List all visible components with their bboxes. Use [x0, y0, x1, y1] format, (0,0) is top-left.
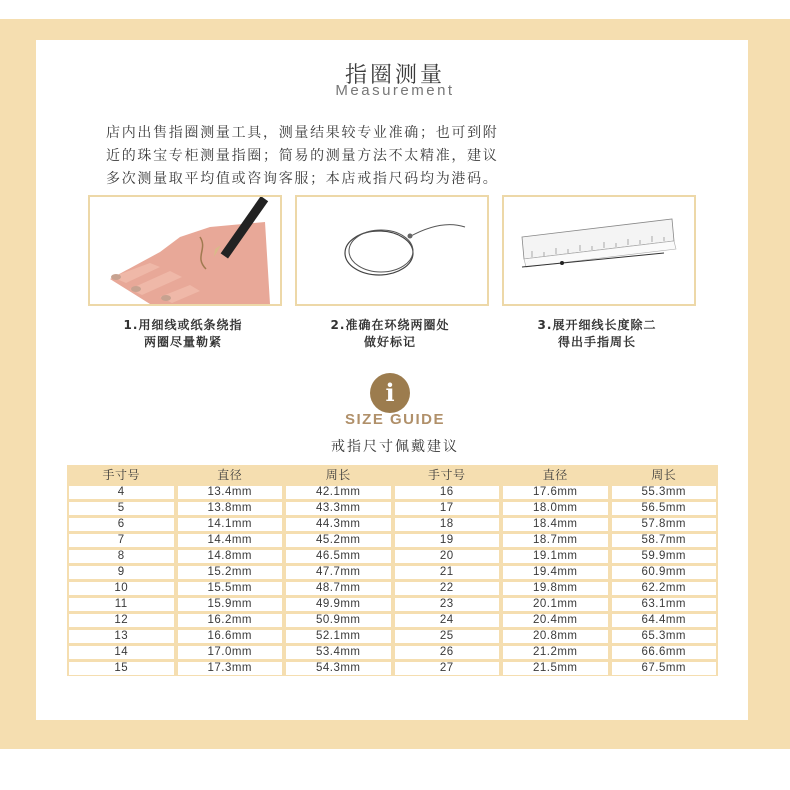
- intro-line: 近的珠宝专柜测量指圈；简易的测量方法不太精准，建议: [106, 148, 499, 164]
- table-cell-circumference: [284, 484, 393, 500]
- table-cell-circumference: [610, 580, 719, 596]
- cell-value: 21: [395, 566, 500, 579]
- cell-value: 17: [395, 502, 500, 515]
- table-cell-diameter: [501, 660, 610, 676]
- table-cell-circumference: [284, 516, 393, 532]
- table-row: [67, 548, 718, 564]
- cell-value: 18.7mm: [503, 534, 608, 547]
- table-cell-circumference: [284, 596, 393, 612]
- cell-value: 16: [395, 486, 500, 499]
- cell-value: 13.4mm: [178, 486, 283, 499]
- table-row: [67, 628, 718, 644]
- table-cell-circumference: [284, 612, 393, 628]
- column-header-circumference: 周长: [325, 468, 351, 482]
- cell-value: 14.4mm: [178, 534, 283, 547]
- table-cell-circumference: [284, 532, 393, 548]
- cell-value: 60.9mm: [612, 566, 717, 579]
- cell-value: 20.4mm: [503, 614, 608, 627]
- cell-value: 15.9mm: [178, 598, 283, 611]
- table-cell-size-number: [393, 644, 502, 660]
- intro-line: 多次测量取平均值或咨询客服；本店戒指尺码均为港码。: [106, 171, 499, 187]
- hand-pencil-icon: [90, 197, 280, 304]
- cell-value: 12: [69, 614, 174, 627]
- table-row: [67, 516, 718, 532]
- cell-value: 15.5mm: [178, 582, 283, 595]
- table-cell-circumference: [284, 548, 393, 564]
- table-cell-size-number: [393, 660, 502, 676]
- cell-value: 20.1mm: [503, 598, 608, 611]
- cell-value: 21.2mm: [503, 646, 608, 659]
- table-cell-size-number: [67, 660, 176, 676]
- table-cell-size-number: [393, 612, 502, 628]
- table-cell-diameter: [501, 628, 610, 644]
- table-cell-size-number: [67, 580, 176, 596]
- cell-value: 22: [395, 582, 500, 595]
- cell-value: 46.5mm: [286, 550, 391, 563]
- table-cell-size-number: [67, 596, 176, 612]
- page-subtitle: Measurement: [335, 82, 455, 99]
- table-cell-diameter: [176, 548, 285, 564]
- table-row: [67, 532, 718, 548]
- step-2-caption-line: 2.准确在环绕两圈处: [330, 318, 450, 332]
- table-cell-size-number: [393, 516, 502, 532]
- table-cell-size-number: [393, 580, 502, 596]
- cell-value: 19.8mm: [503, 582, 608, 595]
- table-cell-diameter: [176, 612, 285, 628]
- table-cell-diameter: [501, 644, 610, 660]
- cell-value: 64.4mm: [612, 614, 717, 627]
- table-row: [67, 612, 718, 628]
- cell-value: 57.8mm: [612, 518, 717, 531]
- cell-value: 43.3mm: [286, 502, 391, 515]
- cell-value: 5: [69, 502, 174, 515]
- cell-value: 14.1mm: [178, 518, 283, 531]
- step-2-caption: [295, 317, 485, 351]
- cell-value: 50.9mm: [286, 614, 391, 627]
- column-header-size-number: 手寸号: [102, 468, 140, 482]
- cell-value: 49.9mm: [286, 598, 391, 611]
- cell-value: 15: [69, 662, 174, 675]
- step-1-caption-line: 1.用细线或纸条绕指: [123, 318, 243, 332]
- cell-value: 23: [395, 598, 500, 611]
- cell-value: 47.7mm: [286, 566, 391, 579]
- table-cell-circumference: [610, 484, 719, 500]
- ruler-icon: [504, 197, 694, 304]
- table-cell-size-number: [67, 516, 176, 532]
- table-row: [67, 596, 718, 612]
- cell-value: 21.5mm: [503, 662, 608, 675]
- table-cell-circumference: [284, 628, 393, 644]
- table-cell-circumference: [610, 532, 719, 548]
- table-row: [67, 644, 718, 660]
- cell-value: 19.1mm: [503, 550, 608, 563]
- cell-value: 18.0mm: [503, 502, 608, 515]
- cell-value: 17.6mm: [503, 486, 608, 499]
- column-header-diameter: 直径: [217, 468, 243, 482]
- cell-value: 62.2mm: [612, 582, 717, 595]
- table-cell-diameter: [176, 580, 285, 596]
- table-cell-size-number: [393, 564, 502, 580]
- cell-value: 14: [69, 646, 174, 659]
- step-1-caption: [88, 317, 278, 351]
- table-cell-diameter: [176, 532, 285, 548]
- cell-value: 55.3mm: [612, 486, 717, 499]
- table-cell-circumference: [610, 660, 719, 676]
- cell-value: 6: [69, 518, 174, 531]
- step-2-illustration: [295, 195, 489, 306]
- table-cell-size-number: [393, 596, 502, 612]
- cell-value: 24: [395, 614, 500, 627]
- cell-value: 65.3mm: [612, 630, 717, 643]
- table-cell-size-number: [67, 548, 176, 564]
- table-cell-diameter: [501, 532, 610, 548]
- table-cell-diameter: [176, 500, 285, 516]
- table-cell-circumference: [284, 500, 393, 516]
- step-3-caption-line: 得出手指周长: [557, 335, 636, 349]
- table-cell-size-number: [393, 628, 502, 644]
- table-cell-size-number: [67, 612, 176, 628]
- cell-value: 4: [69, 486, 174, 499]
- cell-value: 20.8mm: [503, 630, 608, 643]
- cell-value: 58.7mm: [612, 534, 717, 547]
- cell-value: 59.9mm: [612, 550, 717, 563]
- table-cell-diameter: [501, 564, 610, 580]
- cell-value: 18: [395, 518, 500, 531]
- cell-value: 9: [69, 566, 174, 579]
- table-row: [67, 564, 718, 580]
- table-cell-diameter: [176, 596, 285, 612]
- cell-value: 45.2mm: [286, 534, 391, 547]
- info-icon: i: [370, 373, 410, 413]
- intro-text: [106, 122, 696, 191]
- table-cell-circumference: [610, 500, 719, 516]
- table-cell-size-number: [67, 500, 176, 516]
- step-1-illustration: [88, 195, 282, 306]
- cell-value: 19: [395, 534, 500, 547]
- step-3-caption: [502, 317, 692, 351]
- cell-value: 17.3mm: [178, 662, 283, 675]
- cell-value: 14.8mm: [178, 550, 283, 563]
- cell-value: 8: [69, 550, 174, 563]
- cell-value: 19.4mm: [503, 566, 608, 579]
- table-cell-diameter: [501, 580, 610, 596]
- table-cell-size-number: [67, 564, 176, 580]
- table-cell-circumference: [284, 660, 393, 676]
- table-cell-circumference: [610, 628, 719, 644]
- table-row: [67, 580, 718, 596]
- cell-value: 63.1mm: [612, 598, 717, 611]
- table-cell-circumference: [284, 580, 393, 596]
- step-3-illustration: [502, 195, 696, 306]
- table-cell-diameter: [176, 644, 285, 660]
- cell-value: 42.1mm: [286, 486, 391, 499]
- cell-value: 56.5mm: [612, 502, 717, 515]
- table-cell-size-number: [393, 500, 502, 516]
- table-header-row: [67, 465, 718, 484]
- cell-value: 17.0mm: [178, 646, 283, 659]
- step-3-caption-line: 3.展开细线长度除二: [537, 318, 657, 332]
- table-cell-diameter: [176, 516, 285, 532]
- thread-loop-icon: [297, 197, 487, 304]
- table-cell-circumference: [610, 548, 719, 564]
- table-cell-diameter: [501, 500, 610, 516]
- table-cell-diameter: [501, 548, 610, 564]
- table-cell-size-number: [393, 548, 502, 564]
- column-header-circumference: 周长: [651, 468, 677, 482]
- size-guide-subtitle: 戒指尺寸佩戴建议: [331, 439, 459, 455]
- cell-value: 10: [69, 582, 174, 595]
- table-row: [67, 484, 718, 500]
- cell-value: 54.3mm: [286, 662, 391, 675]
- cell-value: 52.1mm: [286, 630, 391, 643]
- table-cell-diameter: [501, 516, 610, 532]
- cell-value: 66.6mm: [612, 646, 717, 659]
- size-table: [67, 465, 718, 676]
- cell-value: 27: [395, 662, 500, 675]
- table-cell-circumference: [610, 644, 719, 660]
- cell-value: 16.6mm: [178, 630, 283, 643]
- table-cell-diameter: [501, 612, 610, 628]
- column-header-diameter: 直径: [542, 468, 568, 482]
- cell-value: 44.3mm: [286, 518, 391, 531]
- table-cell-diameter: [501, 596, 610, 612]
- table-cell-size-number: [393, 484, 502, 500]
- cell-value: 25: [395, 630, 500, 643]
- table-cell-diameter: [176, 484, 285, 500]
- table-cell-circumference: [610, 564, 719, 580]
- table-cell-circumference: [610, 612, 719, 628]
- table-cell-circumference: [610, 516, 719, 532]
- step-1-caption-line: 两圈尽量勒紧: [143, 335, 222, 349]
- cell-value: 53.4mm: [286, 646, 391, 659]
- cell-value: 67.5mm: [612, 662, 717, 675]
- page-title: 指圈测量: [344, 63, 445, 88]
- table-cell-size-number: [67, 644, 176, 660]
- table-cell-diameter: [501, 484, 610, 500]
- cell-value: 20: [395, 550, 500, 563]
- intro-line: 店内出售指圈测量工具，测量结果较专业准确；也可到附: [106, 125, 499, 141]
- table-cell-circumference: [284, 644, 393, 660]
- table-cell-size-number: [67, 628, 176, 644]
- table-cell-size-number: [67, 484, 176, 500]
- table-cell-size-number: [393, 532, 502, 548]
- table-cell-diameter: [176, 564, 285, 580]
- cell-value: 13.8mm: [178, 502, 283, 515]
- table-cell-circumference: [610, 596, 719, 612]
- cell-value: 26: [395, 646, 500, 659]
- table-body: [67, 484, 718, 676]
- cell-value: 13: [69, 630, 174, 643]
- table-cell-diameter: [176, 628, 285, 644]
- size-guide-title: SIZE GUIDE: [344, 411, 445, 428]
- cell-value: 11: [69, 598, 174, 611]
- cell-value: 16.2mm: [178, 614, 283, 627]
- table-cell-diameter: [176, 660, 285, 676]
- step-2-caption-line: 做好标记: [363, 335, 416, 349]
- cell-value: 18.4mm: [503, 518, 608, 531]
- cell-value: 15.2mm: [178, 566, 283, 579]
- table-cell-size-number: [67, 532, 176, 548]
- table-row: [67, 500, 718, 516]
- column-header-size-number: 手寸号: [427, 468, 466, 482]
- cell-value: 48.7mm: [286, 582, 391, 595]
- table-row: [67, 660, 718, 676]
- table-cell-circumference: [284, 564, 393, 580]
- cell-value: 7: [69, 534, 174, 547]
